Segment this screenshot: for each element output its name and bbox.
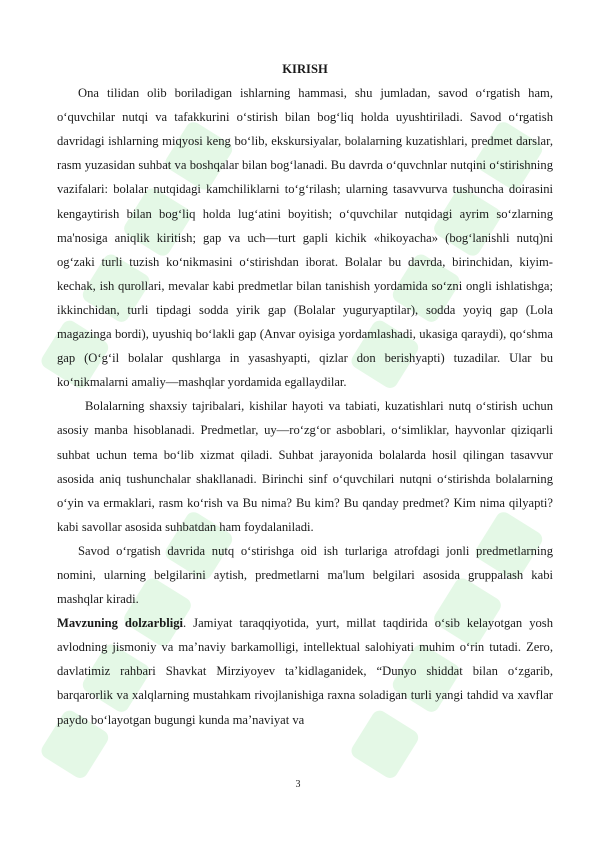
relevance-text: . Jamiyat taraqqiyotida, yurt, millat taqdirida o‘sib kelayotgan yosh avlodning jismoniy va ma’naviy barkamolligi, intellektual salohiyati muhim o‘rin tutadi. Zero, davlatimiz rahbari Shavkat Mirziyoyev ta’kidlaganidek, “Dunyo shiddat bilan o‘zgarib, barqarorlik va xalqlarning mustahkam rivojlanishiga raxna soladigan turli yangi tahdid va xavflar paydo bo‘layotgan bugungi kunda ma’naviyat va — [57, 616, 554, 727]
paragraph-relevance — [57, 611, 553, 731]
document-body — [57, 57, 553, 732]
document-title: KIRISH — [282, 62, 328, 76]
paragraph-3: Savod o‘rgatish davrida nutq o‘stirishga oid ish turlariga atrofdagi jonli predmetlarning nomini, ularning belgilarini aytish, predmetlarni ma'lum belgilari asosida gruppalash kabi mashqlar kiradi. — [57, 543, 553, 607]
relevance-heading: Mavzuning dolzarbligi — [57, 616, 183, 631]
paragraph-1: Ona tilidan olib boriladigan ishlarning hammasi, shu jumladan, savod o‘rgatish ham, o‘quvchilar nutqi va tafakkurini o‘stirish bilan bog‘liq holda uyushtiriladi. Savod o‘rgatish davridagi ishlarning miqyosi keng bo‘lib, ekskursiyalar, bolalarning kuzatishlari, predmet darslar, rasm yuzasidan suhbat va boshqalar bilan bog‘lanadi. Bu davrda o‘quvchnlar nutqini o‘stirishning vazifalari: bolalar nutqidagi kamchiliklarni to‘g‘rilash; ularning tasavvurva tushuncha doirasini kengaytirish bilan bog‘liq holda lug‘atini boyitish; o‘quvchilar nutqidagi ayrim so‘zlarning ma'nosiga aniqlik kiritish; gap va uch—turt gapli kichik «hikoyacha» (bog‘lanishli nutq)ni og‘zaki turli tuzish ko‘nikmasini o‘stirishdan iborat. Bolalar bu davrda, birinchidan, kiyim-kechak, ish qurollari, mevalar kabi predmetlar bilan tanishish yordamida so‘zni ongli ishlatishga; ikkinchidan, turli tipdagi sodda yirik gap (Bolalar yuguryaptilar), sodda yoyiq gap (Lola magazinga bordi), uyushiq bo‘lakli gap (Anvar oyisiga yordamlashadi, ukasiga qaraydi), qo‘shma gap (O‘g‘il bolalar qushlarga in yasashyapti, qizlar don berishyapti) tuzadilar. Ular bu ko‘nikmalarni amaliy—mashqlar yordamida egallaydilar. — [57, 86, 553, 390]
paragraph-2: Bolalarning shaxsiy tajribalari, kishilar hayoti va tabiati, kuzatishlari nutq o‘stirish uchun asosiy manba hisoblanadi. Predmetlar, uy—ro‘zg‘or asboblari, o‘simliklar, hayvonlar qiziqarli suhbat uchun tema bo‘lib xizmat qiladi. Suhbat jarayonida bolalarda hosil qilingan tasavvur asosida aniq tushunchalar shakllanadi. Birinchi sinf o‘quvchilari nutqni o‘stirishda bolalarning o‘yin va ermaklari, rasm ko‘rish va Bu nima? Bu kim? Bu qanday predmet? Kim nima qilyapti? kabi savollar asosida suhbatdan ham foydalaniladi. — [57, 399, 553, 534]
page-number: 3 — [295, 779, 301, 790]
